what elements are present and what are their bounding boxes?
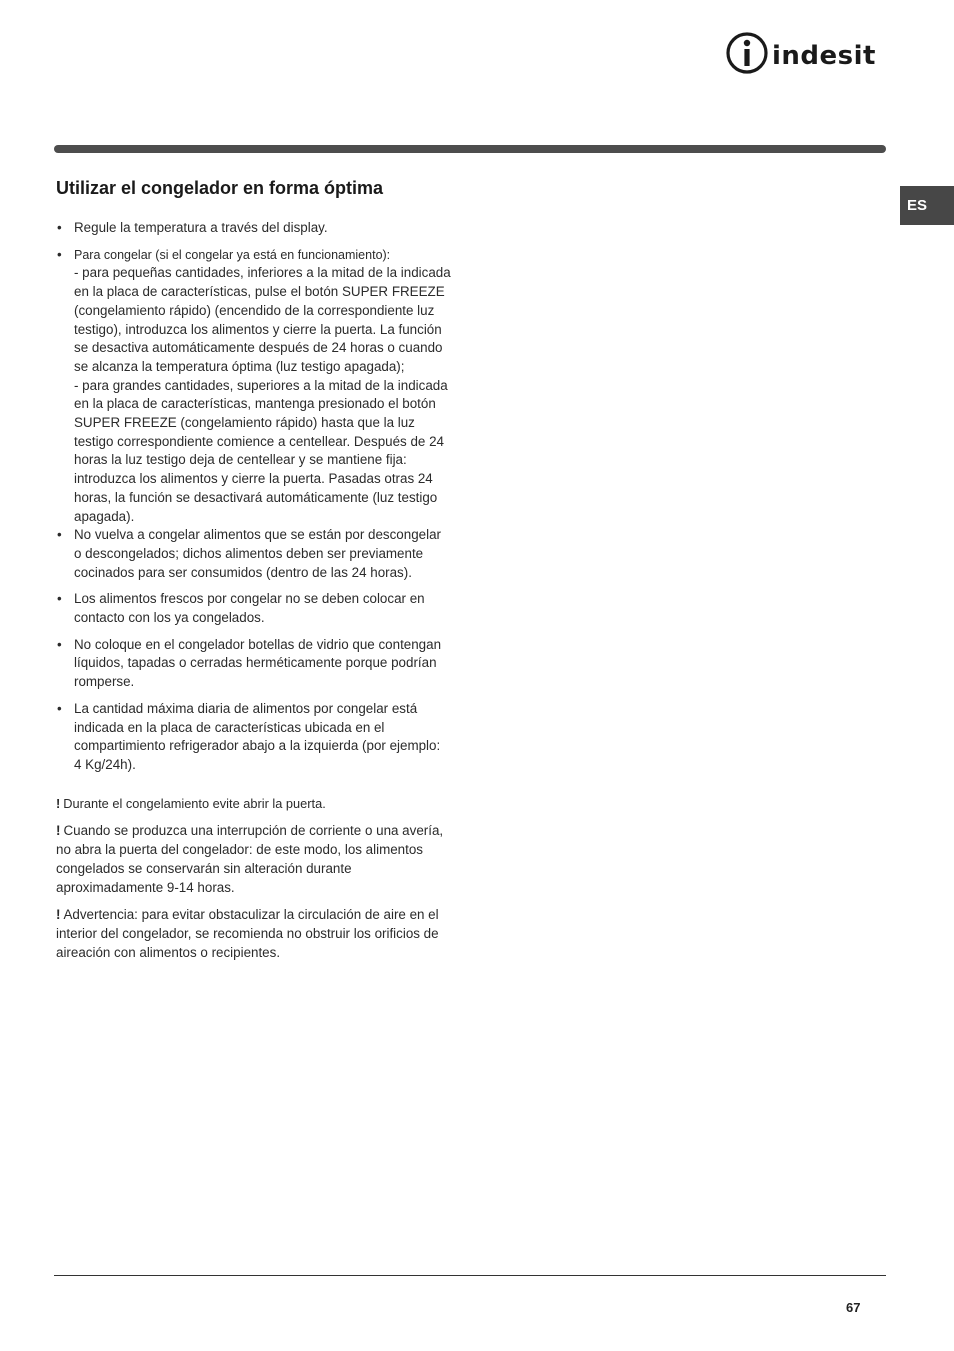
list-item: • No vuelva a congelar alimentos que se están por descongelar o descongelados; dichos alimentos deben ser previamente cocinados para ser consumidos (dentro de las 24 horas). <box>56 526 451 582</box>
bullet-list <box>56 219 451 775</box>
brand-wordmark: indesit <box>772 41 876 71</box>
list-item: • No coloque en el congelador botellas de vidrio que contengan líquidos, tapadas o cerradas herméticamente porque podrían romperse. <box>56 636 451 692</box>
page-number: 67 <box>846 1300 861 1315</box>
section-body <box>56 219 451 971</box>
warning-note: ! Advertencia: para evitar obstaculizar la circulación de aire en el interior del congelador, se recomienda no obstruir los orificios de aireación con alimentos o recipientes. <box>56 907 439 960</box>
language-tab: ES <box>900 186 954 225</box>
list-item: • Los alimentos frescos por congelar no se deben colocar en contacto con los ya congelados. <box>56 590 451 627</box>
list-item: • La cantidad máxima diaria de alimentos por congelar está indicada en la placa de características ubicada en el compartimiento refrigerador abajo a la izquierda (por ejemplo: 4 Kg/24h). <box>56 700 451 775</box>
list-item: • Regule la temperatura a través del display. <box>56 219 451 238</box>
warning-note: ! Cuando se produzca una interrupción de corriente o una avería, no abra la puerta del congelador: de este modo, los alimentos congelados se conservarán sin alteración durante aproximadamente 9-14 horas. <box>56 823 444 895</box>
header-rule <box>54 145 886 153</box>
list-item: • Para congelar (si el congelar ya está en funcionamiento): - para pequeñas cantidades, inferiores a la mitad de la indicada en la placa de características, pulse el botón SUPER FREEZE (congelamiento rápido) (encendido de la correspondiente luz testigo), introduzca los alimentos y cierre la puerta. La función se desactiva automáticamente después de 24 horas o cuando se alcanza la temperatura óptima (luz testigo apagada); - para grandes cantidades, superiores a la mitad de la indicada en la placa de características, mantenga presionado el botón SUPER FREEZE (congelamiento rápido) hasta que la luz testigo correspondiente comience a centellear. Después de 24 horas la luz testigo deja de centellear y se mantiene fija: introduzca los alimentos y cierre la puerta. Pasadas otras 24 horas, la función se desactivará automáticamente (luz testigo apagada). <box>56 246 451 527</box>
warning-notes <box>56 795 451 963</box>
indesit-logo <box>724 30 889 76</box>
warning-note: ! Durante el congelamiento evite abrir la puerta. <box>56 795 326 811</box>
footer-rule <box>54 1275 886 1276</box>
section-title: Utilizar el congelador en forma óptima <box>56 178 384 198</box>
